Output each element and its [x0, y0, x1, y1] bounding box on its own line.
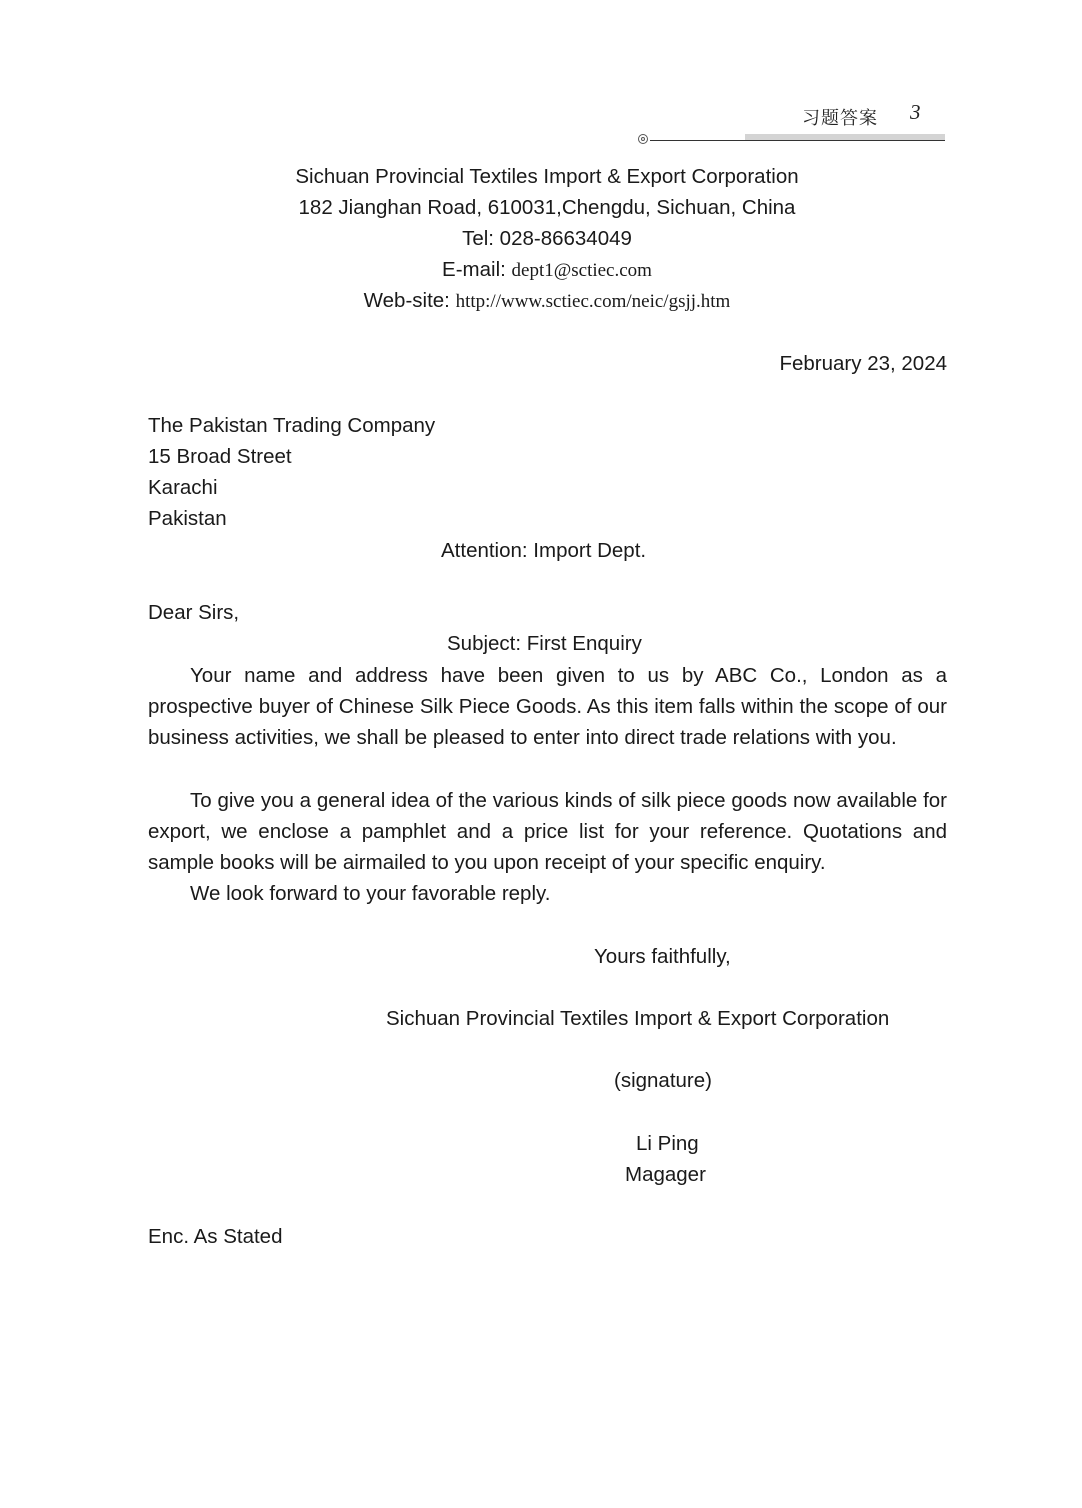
body-paragraph-3 — [148, 878, 947, 909]
signer-title: Magager — [625, 1163, 706, 1186]
header-circle-ornament-icon — [638, 134, 648, 144]
complimentary-close: Yours faithfully, — [594, 945, 731, 968]
letterhead-tel: Tel: 028-86634049 — [462, 227, 632, 250]
recipient-name: The Pakistan Trading Company — [148, 414, 436, 437]
website-label: Web-site: — [363, 289, 456, 312]
letter-date: February 23, 2024 — [779, 352, 947, 375]
subject-line: Subject: First Enquiry — [447, 632, 642, 655]
paragraph-1-text: Your name and address have been given to us by ABC Co., London as a prospective buyer of Chinese Silk Piece Goods. As this item falls within the scope of our business activities, we shall be pleased to enter into direct trade relations with you. — [148, 664, 947, 749]
recipient-street: 15 Broad Street — [148, 445, 292, 468]
attention-line: Attention: Import Dept. — [441, 539, 647, 562]
signer-name: Li Ping — [636, 1132, 699, 1155]
body-paragraph-2 — [148, 785, 947, 878]
email-value: dept1@sctiec.com — [511, 260, 652, 281]
body-paragraph-1 — [148, 660, 947, 753]
email-label: E-mail: — [442, 258, 512, 281]
letterhead-address: 182 Jianghan Road, 610031,Chengdu, Sichuan, China — [298, 196, 796, 219]
website-value: http://www.sctiec.com/neic/gsjj.htm — [455, 291, 731, 312]
page-number: 3 — [910, 100, 921, 124]
closing-company: Sichuan Provincial Textiles Import & Export Corporation — [386, 1007, 890, 1030]
paragraph-2-text: To give you a general idea of the various kinds of silk piece goods now available for export, we enclose a pamphlet and a price list for your reference. Quotations and sample books will be airmailed to you upon receipt of your specific enquiry. — [148, 789, 947, 874]
enclosure-note: Enc. As Stated — [148, 1225, 283, 1248]
letterhead-website — [0, 285, 1082, 317]
running-header-title: 习题答案 — [802, 108, 878, 129]
recipient-city: Karachi — [148, 476, 218, 499]
salutation: Dear Sirs, — [148, 601, 240, 624]
paragraph-3-text: We look forward to your favorable reply. — [190, 882, 551, 905]
header-rule-line — [650, 140, 945, 141]
letterhead-email — [0, 254, 1082, 286]
letterhead-company: Sichuan Provincial Textiles Import & Export Corporation — [295, 165, 799, 188]
signature-placeholder: (signature) — [614, 1069, 712, 1092]
recipient-country: Pakistan — [148, 507, 227, 530]
